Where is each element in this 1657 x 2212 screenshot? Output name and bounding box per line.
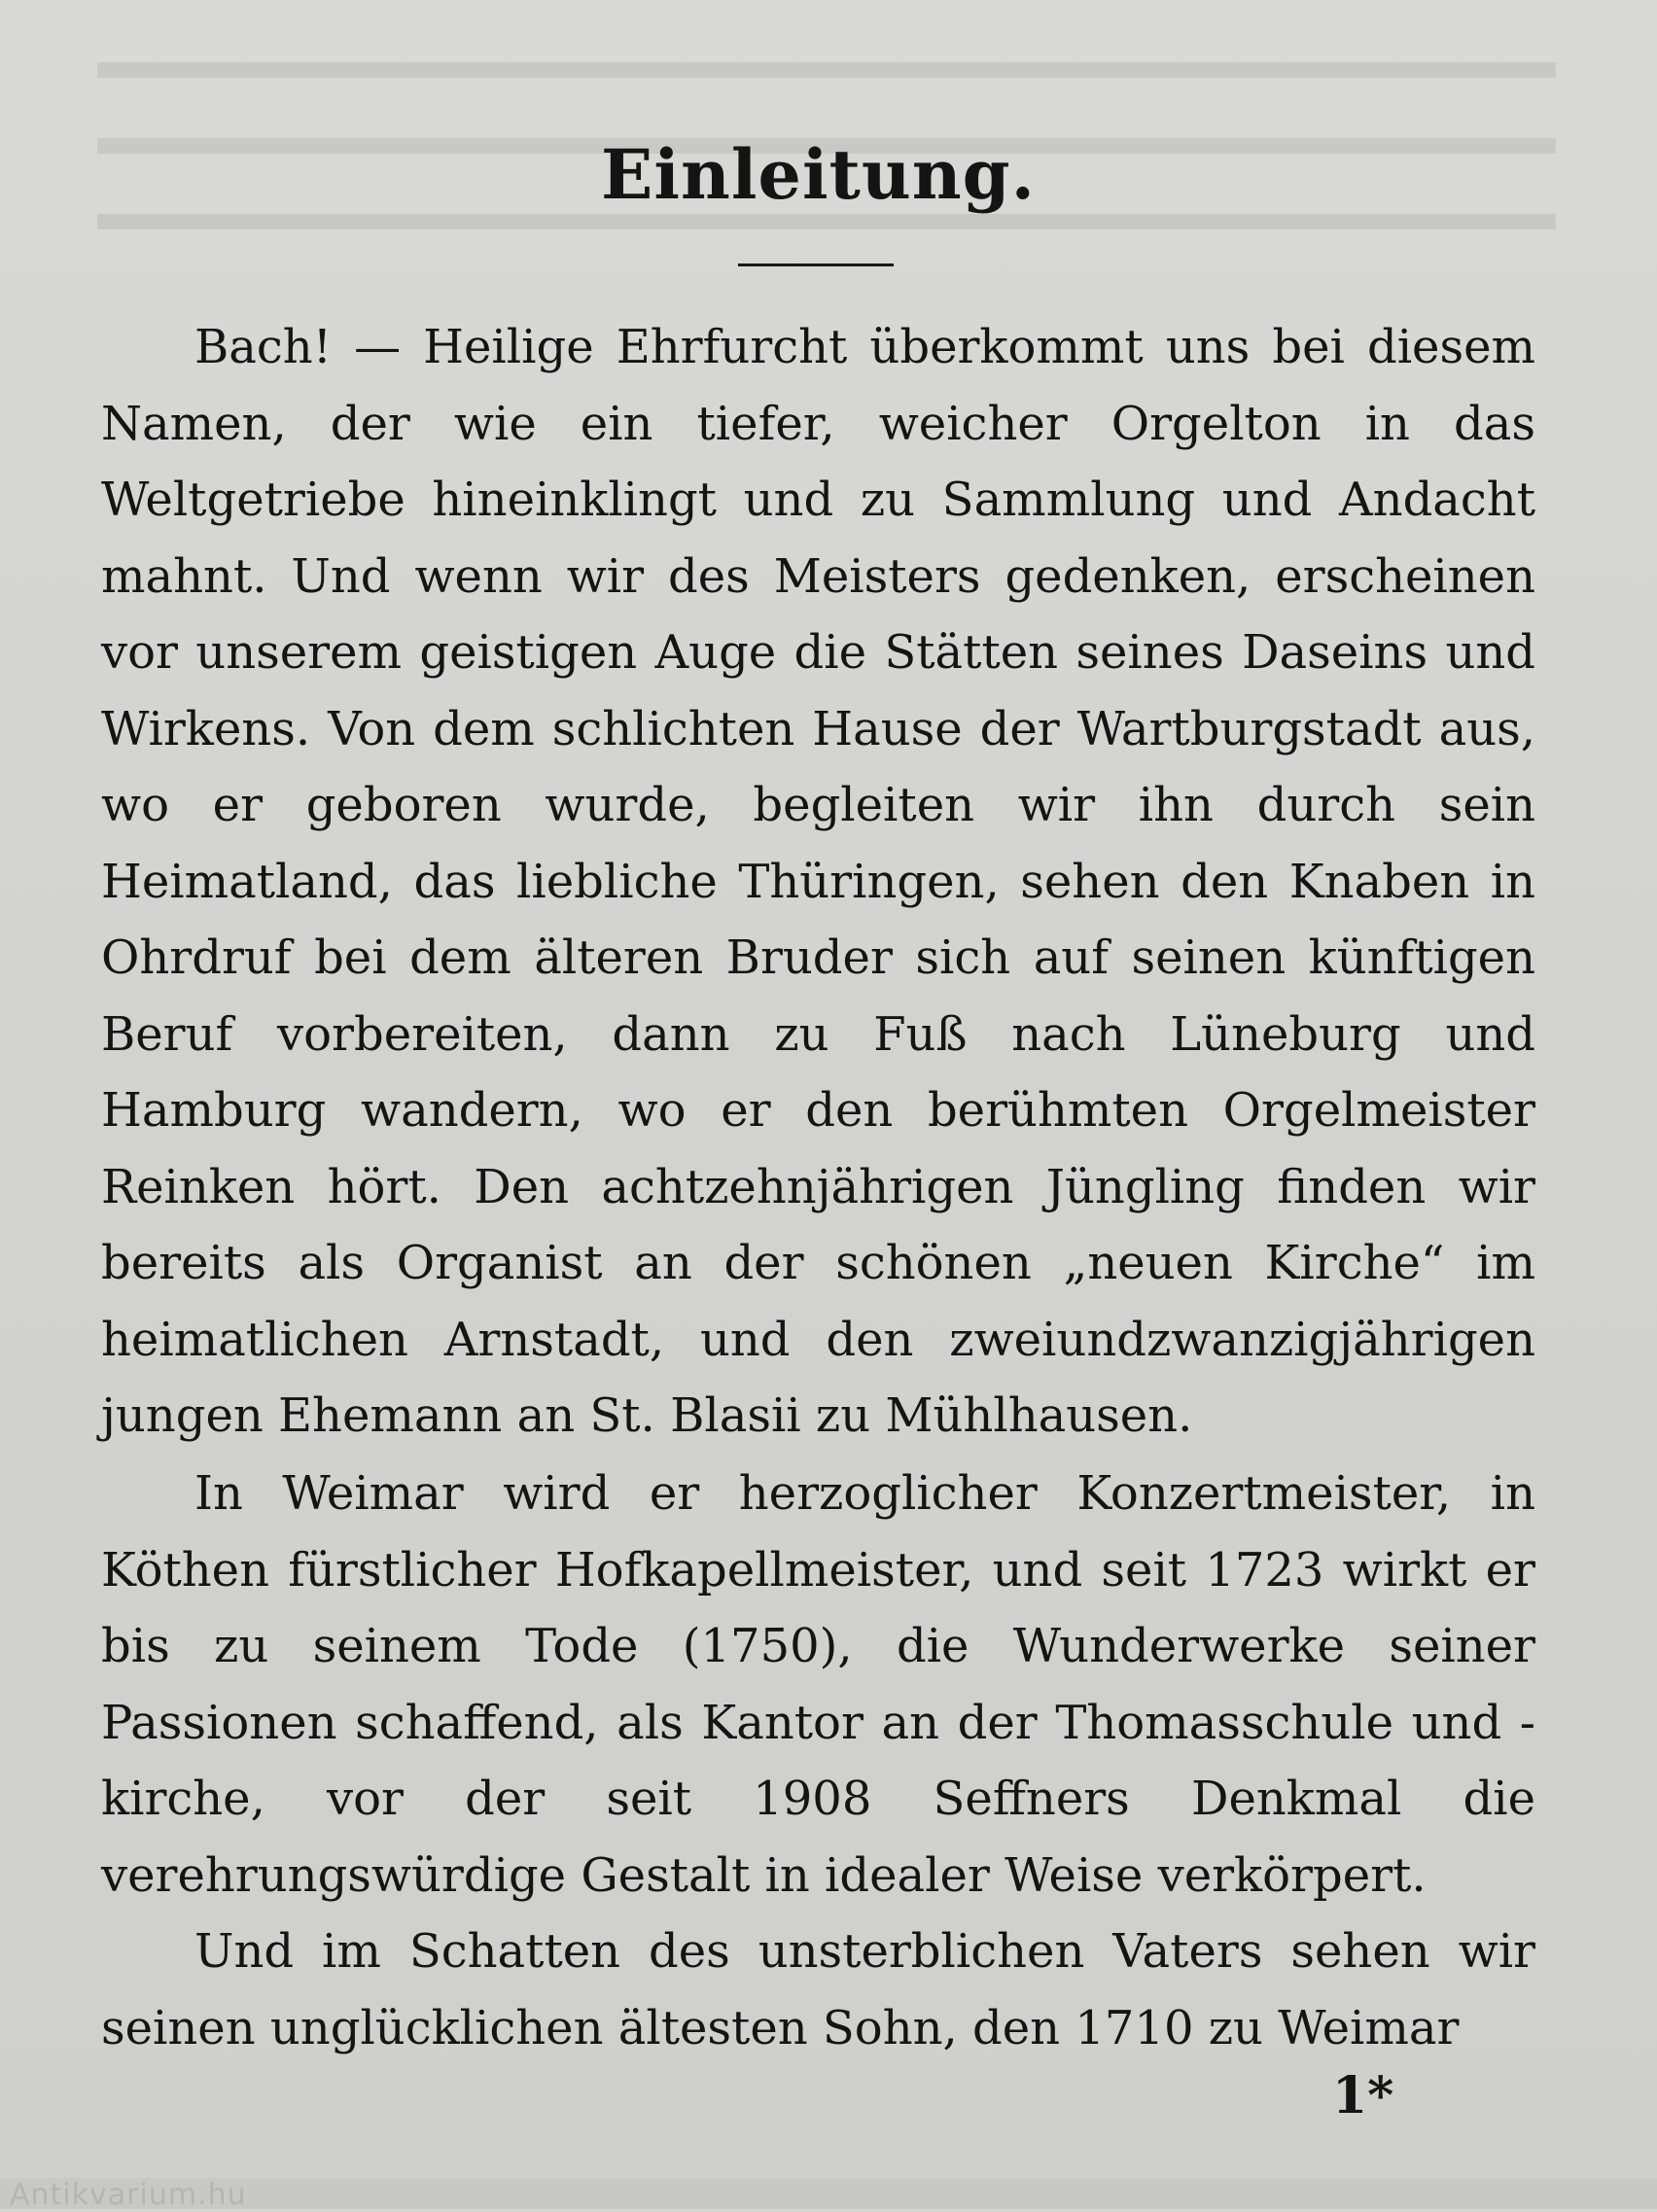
watermark-strip [0,2178,1657,2209]
paragraph-1: Bach! — Heilige Ehrfurcht überkommt uns bei diesem Namen, der wie ein tiefer, weicher Orgelton in das Weltgetriebe hineinklingt und zu Sammlung und Andacht mahnt. Und wenn wir des Meisters gedenken, erscheinen vor unserem geistigen Auge die Stätten seines Daseins und Wirkens. Von dem schlichten Hause der Wartburgstadt aus, wo er geboren wurde, begleiten wir ihn durch sein Heimatland, das liebliche Thüringen, sehen den Knaben in Ohrdruf bei dem älteren Bruder sich auf seinen künftigen Beruf vorbereiten, dann zu Fuß nach Lüneburg und Hamburg wandern, wo er den berühmten Orgelmeister Reinken hört. Den achtzehnjährigen Jüngling finden wir bereits als Organist an der schönen „neuen Kirche“ im heimatlichen Arnstadt, und den zweiundzwanzigjährigen jungen Ehemann an St. Blasii zu Mühlhausen. [101,320,1535,1443]
paragraph-3: Und im Schatten des unsterblichen Vaters sehen wir seinen unglücklichen ältesten Sohn, den 1710 zu Weimar [101,1924,1535,2055]
paragraph-2: In Weimar wird er herzoglicher Konzertmeister, in Köthen fürstlicher Hofkapellmeister, und seit 1723 wirkt er bis zu seinem Tode (1750), die Wunderwerke seiner Passionen schaffend, als Kantor an der Thomasschule und -kirche, vor der seit 1908 Seffners Denkmal die verehrungswürdige Gestalt in idealer Weise verkörpert. [101,1466,1535,1903]
heading-rule [738,263,894,266]
chapter-heading: Einleitung. [601,134,1036,215]
watermark: Antikvarium.hu [10,2178,247,2212]
signature-mark: 1* [1332,2066,1394,2125]
